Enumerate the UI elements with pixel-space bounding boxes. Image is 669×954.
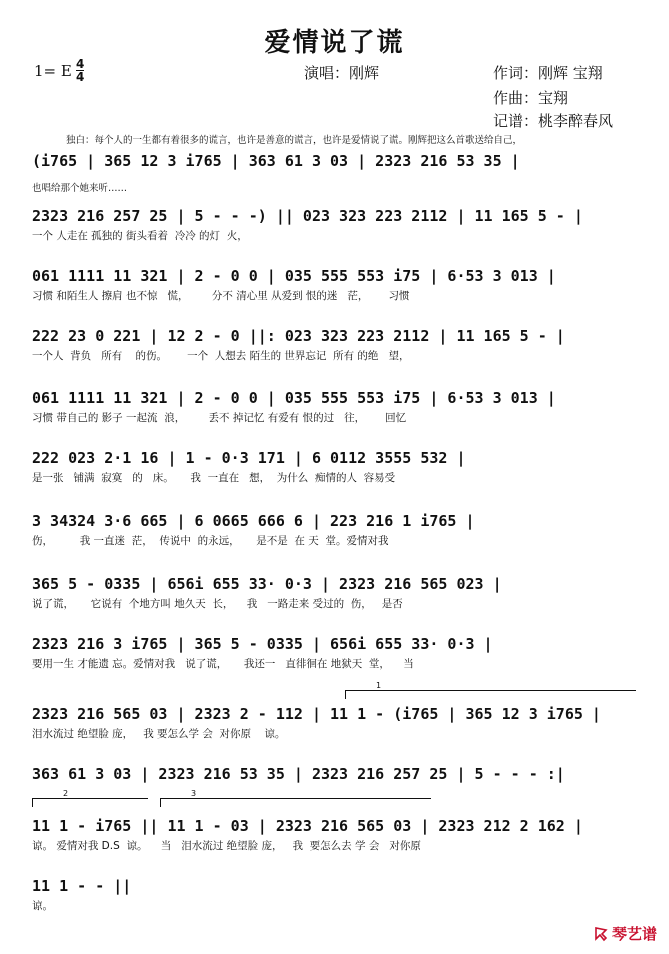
- monologue-line-2: 也唱给那个她来听……: [32, 183, 128, 194]
- lyric-line: 一个 人走在 孤独的 街头看着 冷冷 的灯 火，: [32, 230, 248, 242]
- music-logo-icon: [593, 926, 609, 942]
- lyric-line: 谅。 爱情对我 D.S 谅。 当 泪水流过 绝望脸 庞， 我 要怎么去 学 会 对你原: [32, 840, 421, 852]
- score-row: [0, 150, 669, 186]
- monologue-line-1: 独白：每个人的一生都有着很多的谎言，也许是善意的谎言，也许是爱情说了谎。刚辉把这么首歌送给自己，: [66, 135, 523, 146]
- score-row: [0, 325, 669, 361]
- volta-number: 2: [63, 789, 69, 798]
- time-signature: [76, 58, 84, 83]
- transcriber-credit: 记谱：桃李醉春风: [493, 112, 614, 130]
- score-row: [0, 510, 669, 546]
- score-row: [0, 703, 669, 739]
- lyric-line: 伤， 我 一直迷 茫， 传说中 的永远， 是不是 在 天 堂。爱情对我: [32, 535, 389, 547]
- notation-line: 2323 216 257 25 | 5 - - -) || 023 323 223 2112 | 11 165 5 - |: [32, 207, 583, 225]
- score-row: [0, 387, 669, 423]
- time-signature-top: 4: [76, 57, 85, 71]
- lyric-line: 泪水流过 绝望脸 庞， 我 要怎么学 会 对你原 谅。: [32, 728, 286, 740]
- notation-line: 222 23 0 221 | 12 2 - 0 ||: 023 323 223 2112 | 11 165 5 - |: [32, 327, 565, 345]
- score-row: [0, 763, 669, 799]
- lyric-line: 习惯 带自己的 影子 一起流 浪， 丢不 掉记忆 有爱有 恨的过 往， 回忆: [32, 412, 407, 424]
- time-signature-bottom: 4: [76, 70, 85, 84]
- score-row: [0, 875, 669, 911]
- notation-line: (i765 | 365 12 3 i765 | 363 61 3 03 | 2323 216 53 35 |: [32, 152, 520, 170]
- notation-line: 061 1111 11 321 | 2 - 0 0 | 035 555 553 i75 | 6·53 3 013 |: [32, 267, 556, 285]
- score-row: [0, 205, 669, 241]
- notation-line: 2323 216 3 i765 | 365 5 - 0335 | 656i 655 33· 0·3 |: [32, 635, 493, 653]
- score-row: [0, 447, 669, 483]
- notation-line: 11 1 - i765 || 11 1 - 03 | 2323 216 565 03 | 2323 212 2 162 |: [32, 817, 583, 835]
- volta-number: 1: [376, 681, 382, 690]
- lyric-line: 要用一生 才能遗 忘。爱情对我 说了谎， 我还一 直徘徊在 地狱天 堂， 当: [32, 658, 414, 670]
- lyricist-credit: 作词：刚辉 宝翔: [493, 64, 603, 82]
- lyric-line: 说了谎， 它说有 个地方叫 地久天 长， 我 一路走来 受过的 伤， 是否: [32, 598, 403, 610]
- notation-line: 363 61 3 03 | 2323 216 53 35 | 2323 216 257 25 | 5 - - - :|: [32, 765, 565, 783]
- volta-bracket: [32, 789, 148, 807]
- lyric-line: 习惯 和陌生人 擦肩 也不惊 慌， 分不 清心里 从爱到 恨的迷 茫， 习惯: [32, 290, 410, 302]
- logo-text: 琴艺谱: [611, 925, 657, 943]
- site-logo: [593, 923, 657, 944]
- singer-credit: 演唱：刚辉: [304, 64, 380, 82]
- lyric-line: 谅。: [32, 900, 53, 912]
- score-row: [0, 815, 669, 851]
- volta-bracket: [345, 681, 636, 699]
- score-row: [0, 265, 669, 301]
- notation-line: 365 5 - 0335 | 656i 655 33· 0·3 | 2323 216 565 023 |: [32, 575, 502, 593]
- volta-number: 3: [191, 789, 197, 798]
- notation-line: 2323 216 565 03 | 2323 2 - 112 | 11 1 - (i765 | 365 12 3 i765 |: [32, 705, 601, 723]
- notation-line: 3 34324 3·6 665 | 6 0665 666 6 | 223 216 1 i765 |: [32, 512, 475, 530]
- composer-credit: 作曲：宝翔: [493, 89, 569, 107]
- score-row: [0, 633, 669, 669]
- lyric-line: 是一张 铺满 寂寞 的 床。 我 一直在 想， 为什么 痴情的人 容易受: [32, 472, 396, 484]
- key-signature: 1= E: [34, 62, 72, 80]
- notation-line: 11 1 - - ||: [32, 877, 132, 895]
- song-title: 爱情说了谎: [264, 28, 405, 58]
- notation-line: 222 023 2·1 16 | 1 - 0·3 171 | 6 0112 3555 532 |: [32, 449, 466, 467]
- notation-line: 061 1111 11 321 | 2 - 0 0 | 035 555 553 i75 | 6·53 3 013 |: [32, 389, 556, 407]
- score-row: [0, 573, 669, 609]
- volta-bracket: [160, 789, 431, 807]
- lyric-line: 一个人 背负 所有 的伤。 一个 人想去 陌生的 世界忘记 所有 的绝 望，: [32, 350, 410, 362]
